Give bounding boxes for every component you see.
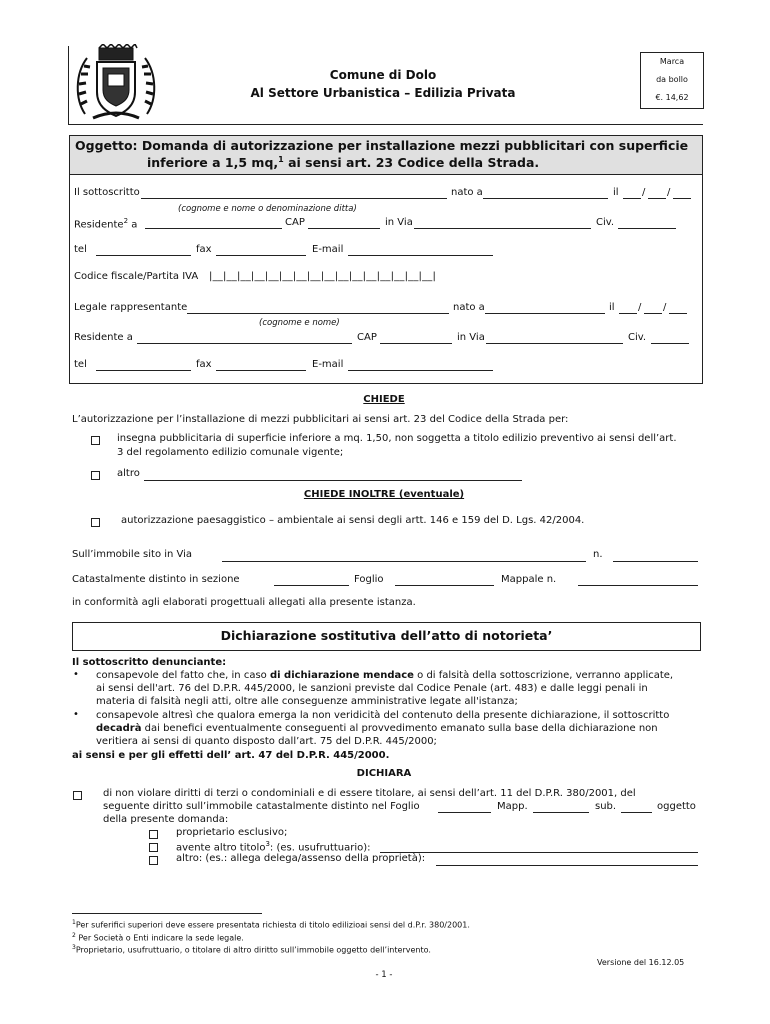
property-number-field[interactable] [613, 561, 698, 562]
email-field[interactable] [348, 255, 493, 256]
municipality-title: Comune di Dolo [329, 68, 437, 82]
sign-option-checkbox[interactable] [91, 436, 100, 445]
rep-email-label: E-mail [312, 359, 344, 370]
oggetto-label: oggetto [657, 801, 696, 812]
landscape-label: autorizzazione paesaggistico – ambientale ai sensi degli artt. 146 e 159 del D. Lgs. 42/2004. [121, 515, 585, 526]
rep-resident-field[interactable] [137, 343, 352, 344]
property-via-field[interactable] [222, 561, 586, 562]
declaration-title: Dichiarazione sostitutiva dell’atto di notorieta’ [220, 628, 553, 643]
born-at-label: nato a [451, 187, 483, 198]
date-sep: / [667, 187, 671, 198]
tax-code-boxes[interactable]: |__|__|__|__|__|__|__|__|__|__|__|__|__|__|__|__| [209, 271, 437, 282]
other-title-label: avente altro titolo$^3$: (es. usufruttuario): [176, 840, 371, 854]
date-sep: / [642, 187, 646, 198]
declares-title: DICHIARA [356, 768, 412, 779]
also-request-title: CHIEDE INOLTRE (eventuale) [303, 489, 465, 500]
date-sep: / [663, 302, 667, 313]
sheet-field[interactable] [395, 585, 494, 586]
rep-birth-month-field[interactable] [644, 313, 662, 314]
born-at-field[interactable] [483, 198, 608, 199]
rep-born-at-field[interactable] [485, 313, 605, 314]
rights-line1: di non violare diritti di terzi o condominiali e di essere titolare, ai sensi dell’art. 11 del D.P.R. 380/2001, del [103, 788, 636, 799]
rep-born-on-label: il [609, 302, 615, 313]
cadastral-label: Catastalmente distinto in sezione [72, 574, 240, 585]
in-via-label: in Via [385, 217, 413, 228]
rep-cap-field[interactable] [380, 343, 452, 344]
name-hint: (cognome e nome o denominazione ditta) [178, 204, 357, 214]
rep-fax-label: fax [196, 359, 212, 370]
tel-label: tel [74, 244, 87, 255]
coat-of-arms-logo [73, 44, 159, 122]
mapp-label: Mapp. [497, 801, 528, 812]
civ-label: Civ. [596, 217, 615, 228]
undersigned-field[interactable] [141, 198, 447, 199]
legal-effects: ai sensi e per gli effetti dell’ art. 47 del D.P.R. 445/2000. [72, 750, 390, 761]
owner-label: proprietario esclusivo; [176, 827, 288, 838]
version-label: Versione del 16.12.05 [597, 958, 685, 967]
rep-via-field[interactable] [486, 343, 623, 344]
other-option-checkbox[interactable] [91, 471, 100, 480]
request-intro: L’autorizzazione per l’installazione di mezzi pubblicitari ai sensi art. 23 del Codice della Strada per: [72, 414, 569, 425]
stamp-line2: da bollo [656, 75, 688, 84]
cap-field[interactable] [308, 228, 380, 229]
other-label: altro: (es.: allega delega/assenso della proprietà): [176, 853, 426, 864]
rep-civ-field[interactable] [651, 343, 689, 344]
rep-birth-day-field[interactable] [619, 313, 637, 314]
bullet: • [73, 709, 79, 720]
bullet: • [73, 669, 79, 680]
owner-checkbox[interactable] [149, 830, 158, 839]
header-bottom-rule [68, 124, 703, 125]
conformity-text: in conformità agli elaborati progettuali allegati alla presente istanza. [72, 597, 416, 608]
stamp-line3: €. 14,62 [655, 93, 689, 102]
other-title-field[interactable] [380, 852, 698, 853]
other-field[interactable] [436, 865, 698, 866]
fax-label: fax [196, 244, 212, 255]
civ-field[interactable] [618, 228, 676, 229]
rep-birth-year-field[interactable] [669, 313, 687, 314]
property-number-label: n. [593, 549, 603, 560]
sign-option-line2: 3 del regolamento edilizio comunale vigente; [117, 447, 344, 458]
awareness-1-line3: materia di falsità negli atti, oltre alle conseguenze amministrative legate all'istanza; [96, 696, 518, 707]
tel-field[interactable] [96, 255, 191, 256]
stamp-line1: Marca [659, 57, 685, 66]
footnote-rule [72, 913, 262, 914]
birth-year-field[interactable] [673, 198, 691, 199]
sheet-label: Foglio [354, 574, 384, 585]
awareness-2-line3: veritiera ai sensi di quanto disposto dall’art. 75 del D.P.R. 445/2000; [96, 736, 437, 747]
rep-name-hint: (cognome e nome) [259, 318, 340, 328]
rep-email-field[interactable] [348, 370, 493, 371]
parcel-label: Mappale n. [501, 574, 557, 585]
sign-option-line1: insegna pubblicitaria di superficie inferiore a mq. 1,50, non soggetta a titolo edilizio preventivo ai sensi dell’art. [117, 433, 677, 444]
resident-label: Residente$^2$ a [74, 217, 138, 231]
rep-resident-label: Residente a [74, 332, 133, 343]
birth-day-field[interactable] [623, 198, 641, 199]
legal-rep-label: Legale rappresentante [74, 302, 188, 313]
rights-line3: della presente domanda: [103, 814, 229, 825]
sub-label: sub. [595, 801, 617, 812]
landscape-checkbox[interactable] [91, 518, 100, 527]
undersigned-label: Il sottoscritto [74, 187, 140, 198]
property-located-label: Sull’immobile sito in Via [72, 549, 193, 560]
rep-tel-field[interactable] [96, 370, 191, 371]
via-field[interactable] [414, 228, 591, 229]
rights-line2a: seguente diritto sull’immobile catastalmente distinto nel Foglio [103, 801, 420, 812]
awareness-2-line2: decadrà dai benefici eventualmente conseguenti al provvedimento emanato sulla base della dichiarazione non [96, 723, 658, 734]
tax-code-label: Codice fiscale/Partita IVA [74, 271, 199, 282]
rep-fax-field[interactable] [216, 370, 306, 371]
email-label: E-mail [312, 244, 344, 255]
awareness-1-line2: ai sensi dell'art. 76 del D.P.R. 445/2000, le sanzioni previste dal Codice Penale (art. 483) e dalle leggi penali in [96, 683, 648, 694]
resident-city-field[interactable] [145, 228, 282, 229]
other-option-field[interactable] [144, 480, 522, 481]
birth-month-field[interactable] [648, 198, 666, 199]
other-option-label: altro [117, 468, 140, 479]
date-sep: / [638, 302, 642, 313]
mapp-field[interactable] [533, 812, 589, 813]
cap-label: CAP [285, 217, 305, 228]
fax-field[interactable] [216, 255, 306, 256]
footnote-2: $^2$ Per Società o Enti indicare la sede legale. [72, 932, 244, 943]
footnote-1: $^1$Per suferifici superiori deve essere presentata richiesta di titolo edilizioai sensi del d.P.r. 380/2001. [72, 919, 470, 930]
rep-via-label: in Via [457, 332, 485, 343]
page-number: - 1 - [375, 970, 393, 980]
footnote-3: $^3$Proprietario, usufruttuario, o titolare di altro diritto sull’immobile oggetto dell’intervento. [72, 944, 431, 955]
subject-line1: Oggetto: Domanda di autorizzazione per installazione mezzi pubblicitari con superficie [75, 138, 689, 153]
foglio-field[interactable] [438, 812, 491, 813]
subject-line2: inferiore a 1,5 mq,$^1$ ai sensi art. 23 Codice della Strada. [147, 155, 540, 171]
rep-cap-label: CAP [357, 332, 377, 343]
other-checkbox[interactable] [149, 856, 158, 865]
born-on-label: il [613, 187, 619, 198]
sub-field[interactable] [621, 812, 652, 813]
legal-rep-field[interactable] [187, 313, 449, 314]
awareness-2-line1: consapevole altresì che qualora emerga la non veridicità del contenuto della presente dichiarazione, il sottoscritto [96, 710, 670, 721]
parcel-field[interactable] [578, 585, 698, 586]
rep-tel-label: tel [74, 359, 87, 370]
department-title: Al Settore Urbanistica – Edilizia Privata [250, 86, 516, 100]
section-field[interactable] [274, 585, 349, 586]
other-title-checkbox[interactable] [149, 843, 158, 852]
header-left-rule [68, 46, 69, 124]
request-title: CHIEDE [363, 394, 405, 405]
rights-checkbox[interactable] [73, 791, 82, 800]
awareness-1-line1: consapevole del fatto che, in caso di dichiarazione mendace o di falsità della sottoscrizione, verranno applicate, [96, 670, 674, 681]
rep-born-at-label: nato a [453, 302, 485, 313]
declarant-label: Il sottoscritto denunciante: [72, 657, 227, 668]
rep-civ-label: Civ. [628, 332, 647, 343]
